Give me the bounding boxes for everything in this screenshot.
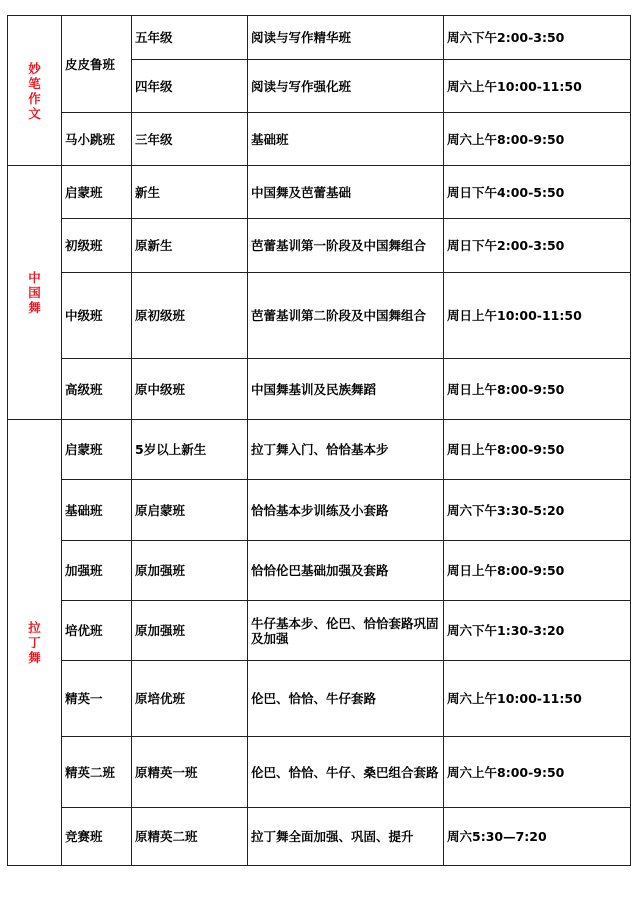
content-cell: 阅读与写作强化班 <box>248 60 444 113</box>
class-name-cell: 启蒙班 <box>62 420 132 480</box>
class-name-cell: 皮皮鲁班 <box>62 16 132 113</box>
class-name-cell: 培优班 <box>62 601 132 661</box>
content-cell: 恰恰基本步训练及小套路 <box>248 480 444 541</box>
table-row <box>8 273 631 359</box>
content-cell: 伦巴、恰恰、牛仔套路 <box>248 661 444 737</box>
content-cell: 拉丁舞入门、恰恰基本步 <box>248 420 444 480</box>
level-cell: 原精英二班 <box>132 808 248 866</box>
table-row <box>8 661 631 737</box>
category-cell: 妙笔作文 <box>8 16 62 166</box>
class-name-cell: 中级班 <box>62 273 132 359</box>
level-cell: 五年级 <box>132 16 248 60</box>
class-name-cell: 竞赛班 <box>62 808 132 866</box>
level-cell: 原启蒙班 <box>132 480 248 541</box>
level-cell: 原中级班 <box>132 359 248 420</box>
table-row <box>8 737 631 808</box>
category-cell: 中国舞 <box>8 166 62 420</box>
level-cell: 原精英一班 <box>132 737 248 808</box>
time-cell: 周六下午3:30-5:20 <box>444 480 631 541</box>
level-cell: 原新生 <box>132 219 248 273</box>
table-row <box>8 113 631 166</box>
content-cell: 芭蕾基训第一阶段及中国舞组合 <box>248 219 444 273</box>
content-cell: 牛仔基本步、伦巴、恰恰套路巩固及加强 <box>248 601 444 661</box>
level-cell: 原培优班 <box>132 661 248 737</box>
category-cell: 拉丁舞 <box>8 420 62 866</box>
table-row <box>8 166 631 219</box>
class-schedule-table <box>7 15 631 866</box>
time-cell: 周六5:30—7:20 <box>444 808 631 866</box>
time-cell: 周日上午10:00-11:50 <box>444 273 631 359</box>
level-cell: 原加强班 <box>132 541 248 601</box>
time-cell: 周日上午8:00-9:50 <box>444 420 631 480</box>
time-cell: 周日上午8:00-9:50 <box>444 359 631 420</box>
content-cell: 恰恰伦巴基础加强及套路 <box>248 541 444 601</box>
content-cell: 伦巴、恰恰、牛仔、桑巴组合套路 <box>248 737 444 808</box>
level-cell: 四年级 <box>132 60 248 113</box>
table-row <box>8 480 631 541</box>
time-cell: 周日下午4:00-5:50 <box>444 166 631 219</box>
level-cell: 三年级 <box>132 113 248 166</box>
class-name-cell: 高级班 <box>62 359 132 420</box>
table-row <box>8 219 631 273</box>
table-row <box>8 16 631 60</box>
class-name-cell: 马小跳班 <box>62 113 132 166</box>
level-cell: 新生 <box>132 166 248 219</box>
class-name-cell: 精英二班 <box>62 737 132 808</box>
table-row <box>8 359 631 420</box>
time-cell: 周六上午8:00-9:50 <box>444 737 631 808</box>
content-cell: 中国舞基训及民族舞蹈 <box>248 359 444 420</box>
class-name-cell: 基础班 <box>62 480 132 541</box>
content-cell: 阅读与写作精华班 <box>248 16 444 60</box>
class-name-cell: 启蒙班 <box>62 166 132 219</box>
content-cell: 中国舞及芭蕾基础 <box>248 166 444 219</box>
class-name-cell: 初级班 <box>62 219 132 273</box>
level-cell: 5岁以上新生 <box>132 420 248 480</box>
time-cell: 周六下午1:30-3:20 <box>444 601 631 661</box>
class-name-cell: 加强班 <box>62 541 132 601</box>
content-cell: 芭蕾基训第二阶段及中国舞组合 <box>248 273 444 359</box>
class-name-cell: 精英一 <box>62 661 132 737</box>
time-cell: 周六上午8:00-9:50 <box>444 113 631 166</box>
time-cell: 周日下午2:00-3:50 <box>444 219 631 273</box>
time-cell: 周六上午10:00-11:50 <box>444 661 631 737</box>
content-cell: 基础班 <box>248 113 444 166</box>
time-cell: 周六上午10:00-11:50 <box>444 60 631 113</box>
time-cell: 周六下午2:00-3:50 <box>444 16 631 60</box>
table-row <box>8 808 631 866</box>
table-row <box>8 601 631 661</box>
table-row <box>8 541 631 601</box>
content-cell: 拉丁舞全面加强、巩固、提升 <box>248 808 444 866</box>
level-cell: 原加强班 <box>132 601 248 661</box>
table-row <box>8 420 631 480</box>
time-cell: 周日上午8:00-9:50 <box>444 541 631 601</box>
level-cell: 原初级班 <box>132 273 248 359</box>
